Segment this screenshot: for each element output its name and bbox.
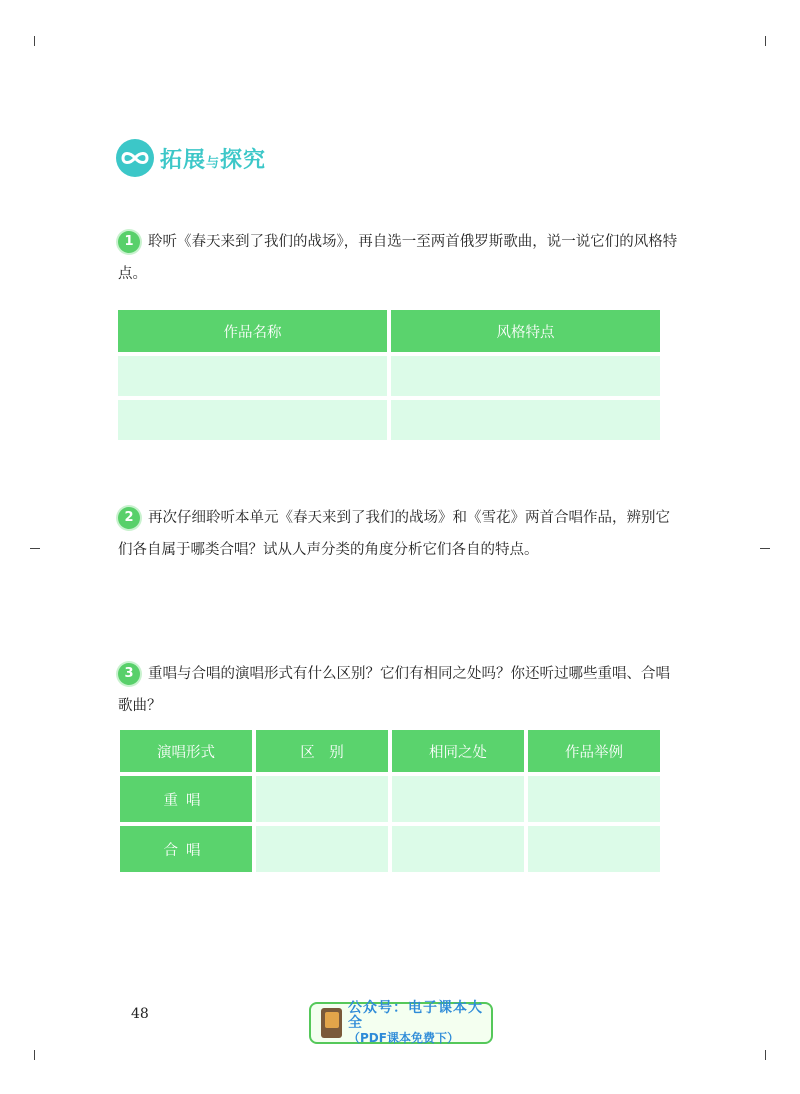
section-title-part: 探究	[220, 147, 267, 173]
wave-loop-icon	[116, 139, 154, 177]
stamp-text: 公众号：电子课本大全	[347, 999, 483, 1031]
table-row	[118, 400, 660, 440]
singing-form-table	[116, 726, 664, 876]
answer-cell[interactable]	[392, 826, 524, 872]
stamp-text: （PDF课本免费下）	[347, 1030, 459, 1045]
answer-cell[interactable]	[256, 826, 388, 872]
answer-cell[interactable]	[391, 400, 660, 440]
table-header: 区 别	[256, 730, 388, 772]
section-title-part: 拓展	[160, 147, 207, 173]
table-header-row	[120, 730, 660, 772]
table-header: 作品举例	[528, 730, 660, 772]
answer-cell[interactable]	[528, 826, 660, 872]
crop-mark	[34, 1050, 35, 1060]
table-row	[118, 356, 660, 396]
section-heading	[116, 138, 266, 178]
style-table	[114, 306, 664, 444]
answer-cell[interactable]	[256, 776, 388, 822]
question-1	[118, 226, 678, 290]
answer-cell[interactable]	[118, 356, 387, 396]
question-text: 聆听《春天来到了我们的战场》，再自选一至两首俄罗斯歌曲，说一说它们的风格特点。	[118, 234, 678, 282]
crop-mark	[30, 548, 40, 549]
question-text: 再次仔细聆听本单元《春天来到了我们的战场》和《雪花》两首合唱作品，辨别它们各自属于哪类合唱？试从人声分类的角度分析它们各自的特点。	[118, 510, 670, 558]
answer-cell[interactable]	[118, 400, 387, 440]
answer-cell[interactable]	[528, 776, 660, 822]
crop-mark	[765, 36, 766, 46]
row-header: 重唱	[120, 776, 252, 822]
question-text: 重唱与合唱的演唱形式有什么区别？它们有相同之处吗？你还听过哪些重唱、合唱歌曲？	[118, 666, 670, 714]
crop-mark	[34, 36, 35, 46]
question-number-badge: 1	[118, 231, 140, 253]
question-3	[118, 658, 678, 722]
table-header: 相同之处	[392, 730, 524, 772]
question-2	[118, 502, 678, 566]
crop-mark	[760, 548, 770, 549]
table-header: 演唱形式	[120, 730, 252, 772]
table-row	[120, 826, 660, 872]
crop-mark	[765, 1050, 766, 1060]
table-header: 风格特点	[391, 310, 660, 352]
table-row	[120, 776, 660, 822]
watermark-stamp	[309, 999, 493, 1045]
row-header: 合唱	[120, 826, 252, 872]
answer-cell[interactable]	[392, 776, 524, 822]
answer-cell[interactable]	[391, 356, 660, 396]
page-number: 48	[131, 1006, 149, 1022]
book-icon	[321, 1008, 342, 1038]
section-title-part: 与	[206, 155, 221, 171]
table-header: 作品名称	[118, 310, 387, 352]
question-number-badge: 2	[118, 507, 140, 529]
section-title	[160, 143, 266, 174]
table-header-row	[118, 310, 660, 352]
question-number-badge: 3	[118, 663, 140, 685]
